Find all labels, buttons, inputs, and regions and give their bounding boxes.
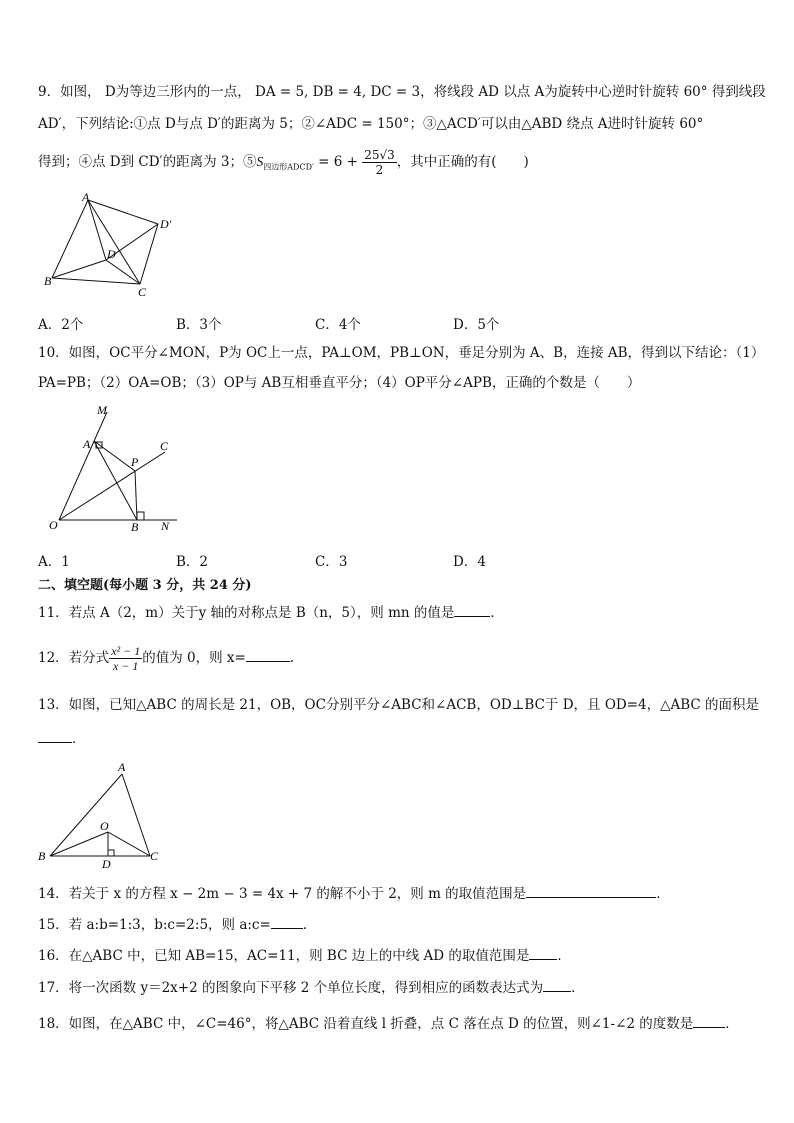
q10-label-b: B — [131, 520, 139, 534]
q16: 16．在△ABC 中，已知 AB=15，AC=11，则 BC 边上的中线 AD 的取值范围是 ． — [38, 945, 571, 966]
q12-frac-num: x² − 1 — [111, 644, 141, 658]
q11-text: 11．若点 A（2，m）关于y 轴的对称点是 B（n，5），则 mn 的值是 — [38, 605, 455, 621]
q12-answer-blank[interactable] — [246, 647, 290, 662]
q9-line-3 — [38, 148, 529, 178]
q10-label-p: P — [131, 455, 139, 469]
q16-answer-blank[interactable] — [529, 945, 557, 960]
q11-answer-blank[interactable] — [454, 602, 490, 617]
q9-option-b: B．3个 — [176, 317, 222, 333]
q9-option-d: D．5个 — [453, 317, 500, 333]
q13-answer-blank[interactable] — [38, 728, 72, 743]
q17-answer-blank[interactable] — [543, 977, 571, 992]
q16-text: 16．在△ABC 中，已知 AB=15，AC=11，则 BC 边上的中线 AD 的取值范围是 — [38, 948, 530, 964]
q13-label-o: O — [100, 819, 109, 833]
q12-frac-den: x − 1 — [112, 659, 139, 673]
q9-fraction — [362, 148, 397, 177]
q9-line-3-end: ，其中正确的有( ) — [396, 154, 529, 170]
q11: 11．若点 A（2，m）关于y 轴的对称点是 B（n，5），则 mn 的值是 ． — [38, 602, 504, 623]
q15-answer-blank[interactable] — [271, 914, 303, 929]
q9-label-c: C — [138, 285, 147, 299]
q13-label-d: D — [102, 857, 111, 870]
q10-line-2: PA=PB；（2）OA=OB；（3）OP与 AB互相垂直平分；（4）OP平分∠APB，正确的个数是（ ） — [38, 375, 641, 391]
q9-label-d: D — [107, 247, 116, 261]
q12-pre: 12．若分式 — [38, 650, 110, 666]
q14: 14．若关于 x 的方程 x − 2m − 3 = 4x + 7 的解不小于 2，则 m 的取值范围是 ． — [38, 883, 670, 904]
q13-figure — [36, 760, 166, 870]
q10-label-m: M — [97, 403, 107, 417]
q10-option-d: D．4 — [453, 554, 486, 570]
q12-fraction — [109, 644, 142, 673]
q10-option-a: A．1 — [38, 554, 70, 570]
q17-text: 17．将一次函数 y＝2x+2 的图象向下平移 2 个单位长度，得到相应的函数表达式为 — [38, 980, 544, 996]
area-symbol: S — [256, 154, 264, 169]
q15: 15．若 a:b=1:3，b:c=2:5，则 a:c= ． — [38, 914, 316, 935]
q9-line-2: AD′，下列结论:①点 D与点 D′的距离为 5；②∠ADC = 150°；③△ACD′可以由△ABD 绕点 A进时针旋转 60° — [38, 116, 704, 132]
q18: 18．如图，在△ABC 中，∠C=46°，将△ABC 沿着直线 l 折叠，点 C 落在点 D 的位置，则∠1-∠2 的度数是 ． — [38, 1013, 739, 1034]
q10-option-c: C．3 — [315, 554, 348, 570]
q13-line-1: 13．如图，已知△ABC 的周长是 21，OB，OC分别平分∠ABC和∠ACB，OD⊥BC于 D，且 OD=4，△ABC 的面积是 — [38, 697, 760, 713]
q9-figure — [40, 190, 190, 300]
q9-label-a: A — [82, 190, 90, 204]
q13-label-c: C — [150, 849, 159, 863]
q10-label-n: N — [161, 519, 170, 533]
q9-frac-den: 2 — [375, 163, 384, 177]
q14-text: 14．若关于 x 的方程 x − 2m − 3 = 4x + 7 的解不小于 2，则 m 的取值范围是 — [38, 886, 527, 902]
q10-option-b: B．2 — [176, 554, 209, 570]
q10-figure — [45, 400, 185, 535]
q9-option-a: A．2个 — [38, 317, 84, 333]
area-subscript: 四边形ADCD′ — [263, 162, 314, 172]
q15-text: 15．若 a:b=1:3，b:c=2:5，则 a:c= — [38, 917, 271, 933]
q10-line-1: 10．如图，OC平分∠MON，P为 OC上一点，PA⊥OM，PB⊥ON，垂足分别为 A、B，连接 AB，得到以下结论：（1） — [38, 345, 765, 361]
q9-line-3-text: 得到；④点 D到 CD′的距离为 3；⑤ — [38, 154, 257, 170]
q18-answer-blank[interactable] — [693, 1013, 725, 1028]
q10-label-o: O — [49, 518, 58, 532]
q9-label-d-prime: D′ — [160, 217, 172, 231]
q13-line-2: ． — [38, 728, 86, 749]
q14-answer-blank[interactable] — [526, 883, 656, 898]
q13-label-a: A — [118, 760, 126, 774]
q17: 17．将一次函数 y＝2x+2 的图象向下平移 2 个单位长度，得到相应的函数表达式为 ． — [38, 977, 585, 998]
q10-label-a: A — [83, 437, 91, 451]
q13-label-b: B — [38, 849, 46, 863]
q10-label-c: C — [160, 439, 169, 453]
q9-eq: = 6 + — [313, 154, 358, 170]
q12: 12．若分式 $\frac{\text{x² − 1}}{x - 1}$ 的值为 0，则 x= ． — [38, 644, 304, 673]
q9-line-1: 9．如图， D为等边三形内的一点， DA = 5, DB = 4, DC = 3，将线段 AD 以点 A为旋转中心逆时针旋转 60° 得到线段 — [38, 84, 766, 100]
q9-frac-num: 25√3 — [364, 148, 395, 162]
q9-option-c: C．4个 — [315, 317, 361, 333]
section-heading: 二、填空题(每小题 3 分，共 24 分) — [38, 578, 252, 593]
q12-post: 的值为 0，则 x= — [142, 650, 246, 666]
q9-label-b: B — [44, 274, 52, 288]
q18-text: 18．如图，在△ABC 中，∠C=46°，将△ABC 沿着直线 l 折叠，点 C 落在点 D 的位置，则∠1-∠2 的度数是 — [38, 1016, 694, 1032]
